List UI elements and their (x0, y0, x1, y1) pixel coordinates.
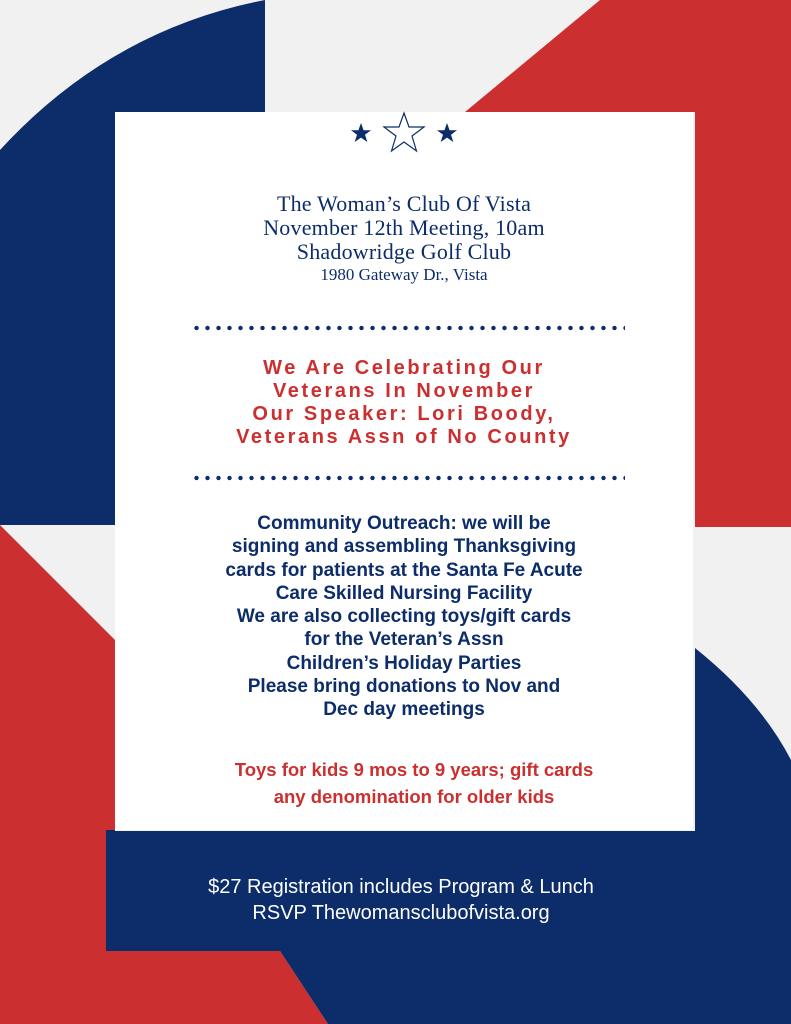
outreach-line: for the Veteran’s Assn (304, 629, 504, 651)
filled-star-icon (349, 121, 373, 145)
toys-note (135, 756, 693, 810)
outreach-line: Children’s Holiday Parties (286, 652, 522, 674)
red-shape-bottom (0, 951, 328, 1024)
flyer-card (115, 112, 693, 830)
event-header (115, 192, 693, 286)
outreach-line: signing and assembling Thanksgiving (231, 536, 577, 558)
outline-star-icon (381, 111, 427, 155)
registration-price: $27 Registration includes Program & Lunch (208, 876, 594, 898)
venue-name: Shadowridge Golf Club (296, 239, 512, 264)
community-outreach-text (115, 512, 693, 722)
dotted-divider-top (191, 325, 625, 331)
dotted-divider-bottom (191, 475, 625, 481)
toys-note-line: any denomination for older kids (273, 786, 555, 807)
meeting-date-time: November 12th Meeting, 10am (263, 215, 545, 240)
outreach-line: Care Skilled Nursing Facility (275, 582, 533, 604)
outreach-line: Dec day meetings (323, 699, 485, 721)
filled-star-icon (435, 121, 459, 145)
stars-decoration (115, 108, 693, 158)
club-title: The Woman’s Club Of Vista (276, 191, 532, 216)
outreach-line: We are also collecting toys/gift cards (236, 606, 572, 628)
speaker-line: Our Speaker: Lori Boody, (252, 403, 556, 425)
rsvp-website: RSVP Thewomansclubofvista.org (252, 902, 550, 924)
celebration-line: Veterans In November (272, 380, 536, 402)
toys-note-line: Toys for kids 9 mos to 9 years; gift cards (234, 759, 594, 780)
venue-address: 1980 Gateway Dr., Vista (320, 265, 488, 284)
navy-shape-bottom (280, 951, 791, 1024)
outreach-line: Community Outreach: we will be (257, 513, 551, 534)
red-shape-left (0, 525, 115, 1024)
celebration-announcement (115, 357, 693, 449)
outreach-line: Please bring donations to Nov and (247, 676, 561, 698)
speaker-org-line: Veterans Assn of No County (236, 426, 572, 448)
outreach-line: cards for patients at the Santa Fe Acute (225, 559, 583, 581)
registration-banner (106, 831, 696, 951)
celebration-line: We Are Celebrating Our (263, 357, 545, 379)
